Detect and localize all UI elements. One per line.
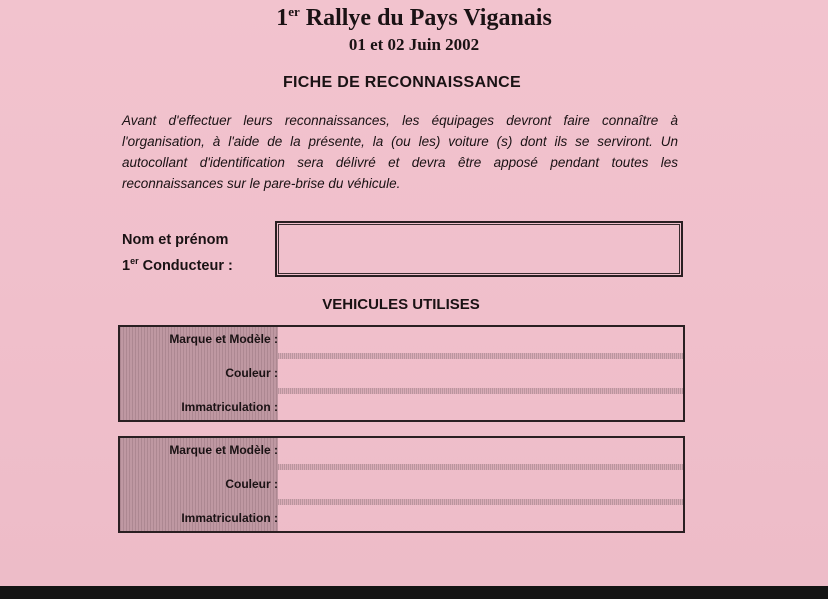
vehicles-section-title: VEHICULES UTILISES bbox=[322, 296, 480, 313]
row-divider bbox=[278, 464, 683, 470]
make-label: Marque et Modèle : bbox=[169, 332, 278, 346]
vehicle-block-1 bbox=[118, 325, 685, 422]
color-label: Couleur : bbox=[225, 366, 278, 380]
driver-name-field[interactable] bbox=[275, 221, 683, 277]
rally-title bbox=[0, 4, 828, 32]
driver-label-suffix: er bbox=[130, 256, 139, 266]
plate-label: Immatriculation : bbox=[181, 511, 278, 525]
row-divider bbox=[278, 388, 683, 394]
row-divider bbox=[278, 353, 683, 359]
intro-paragraph: Avant d'effectuer leurs reconnaissances, les équipages devront faire connaître à l'organisation, à l'aide de la présente, la (ou les) voiture (s) dont ils se serviront. Un autocollant d'identification sera délivré et devra être apposé pendant toutes les reconnaissances sur le pare-brise du véhicule. bbox=[122, 113, 678, 191]
driver-label-line2 bbox=[122, 253, 233, 279]
driver-label bbox=[122, 227, 233, 279]
make-label: Marque et Modèle : bbox=[169, 443, 278, 457]
event-date: 01 et 02 Juin 2002 bbox=[348, 35, 480, 54]
driver-label-line1: Nom et prénom bbox=[122, 232, 229, 248]
row-divider bbox=[278, 499, 683, 505]
driver-label-num: 1 bbox=[122, 258, 131, 274]
color-label: Couleur : bbox=[225, 477, 278, 491]
vehicle-block-2 bbox=[118, 436, 685, 533]
plate-label: Immatriculation : bbox=[181, 400, 278, 414]
title-text: Rallye du Pays Viganais bbox=[305, 5, 552, 31]
driver-label-rest: Conducteur : bbox=[138, 258, 233, 274]
form-title: FICHE DE RECONNAISSANCE bbox=[282, 74, 522, 91]
title-ordinal: 1 bbox=[276, 5, 289, 31]
title-ordinal-suffix: er bbox=[288, 4, 300, 19]
